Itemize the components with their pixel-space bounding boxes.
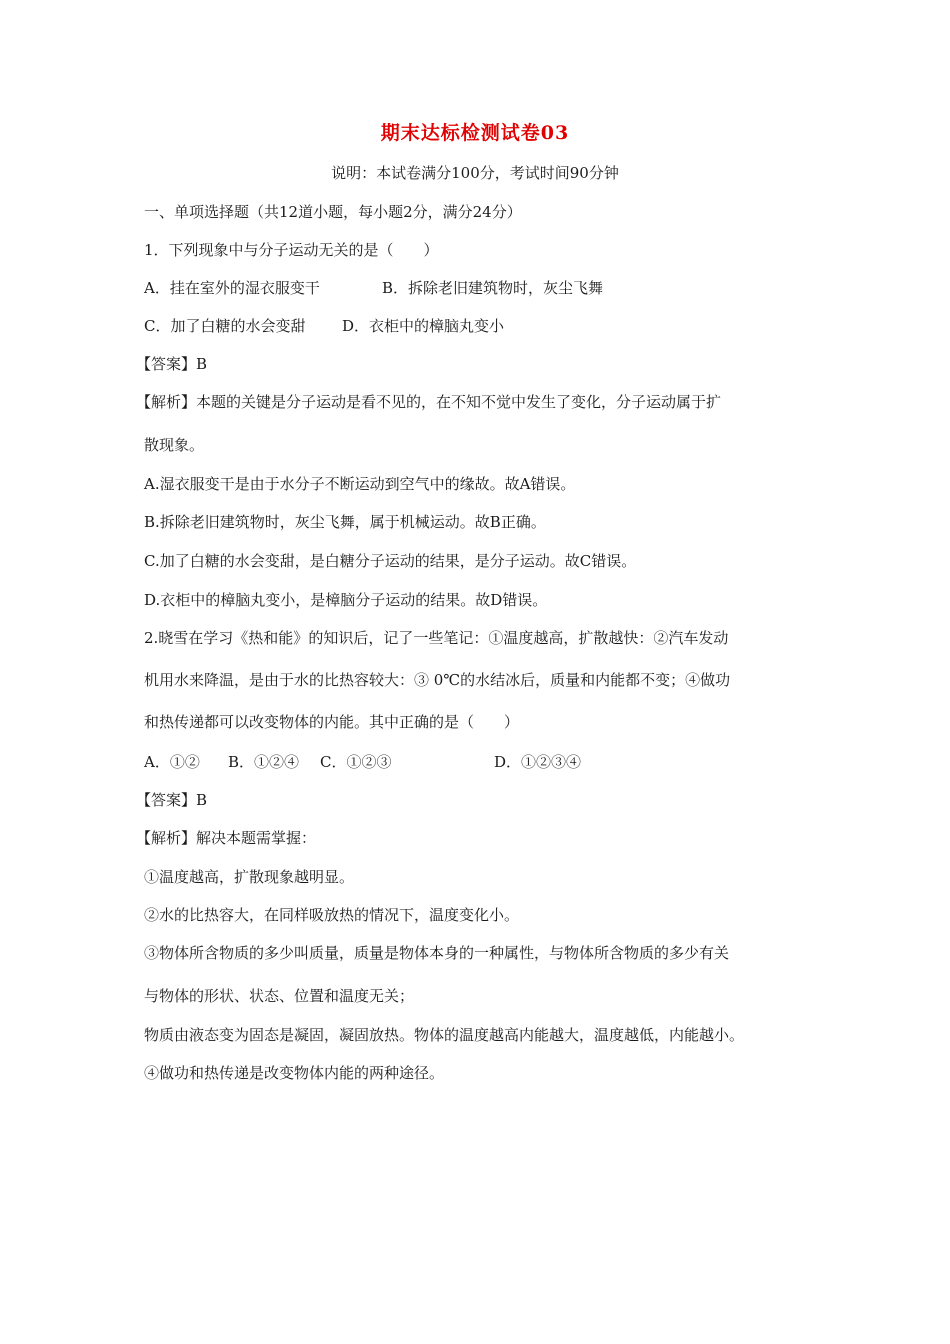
q1-options-ab: [144, 277, 814, 299]
q2-stem-line-1: 2.晓雪在学习《热和能》的知识后，记了一些笔记：①温度越高，扩散越快：②汽车发动: [144, 629, 729, 647]
q1-analysis-a: A.湿衣服变干是由于水分子不断运动到空气中的缘故。故A错误。: [144, 475, 576, 493]
q2-point-3-line-2: 与物体的形状、状态、位置和温度无关；: [144, 987, 415, 1005]
q1-option-a: A．挂在室外的湿衣服变干: [144, 279, 320, 297]
q1-answer: 【答案】B: [136, 355, 208, 373]
q1-stem: 1．下列现象中与分子运动无关的是（ ）: [144, 241, 439, 259]
q2-point-3-line-1: ③物体所含物质的多少叫质量，质量是物体本身的一种属性，与物体所含物质的多少有关: [144, 944, 730, 962]
section-heading: 一、单项选择题（共12道小题，每小题2分，满分24分）: [144, 203, 522, 221]
q1-option-d: D．衣柜中的樟脑丸变小: [342, 317, 505, 335]
q1-option-c: C．加了白糖的水会变甜: [144, 317, 306, 335]
q2-answer: 【答案】B: [136, 791, 208, 809]
q2-options: [144, 751, 814, 773]
q1-analysis-line-2: 散现象。: [144, 436, 205, 454]
q2-stem-line-3: 和热传递都可以改变物体的内能。其中正确的是（ ）: [144, 713, 520, 731]
q2-option-b: B．①②④: [228, 753, 300, 771]
q2-option-a: A．①②: [144, 753, 200, 771]
q1-options-cd: [144, 315, 814, 337]
q2-point-4: ④做功和热传递是改变物体内能的两种途径。: [144, 1064, 445, 1082]
q1-option-b: B．拆除老旧建筑物时，灰尘飞舞: [382, 279, 604, 297]
q2-point-2: ②水的比热容大，在同样吸放热的情况下，温度变化小。: [144, 906, 520, 924]
q2-option-c: C．①②③: [320, 753, 392, 771]
exam-instructions: 说明：本试卷满分100分，考试时间90分钟: [331, 164, 619, 182]
q1-analysis-b: B.拆除老旧建筑物时，灰尘飞舞，属于机械运动。故B正确。: [144, 513, 546, 531]
q2-option-d: D．①②③④: [494, 753, 582, 771]
q2-analysis-intro: 【解析】解决本题需掌握：: [136, 829, 317, 847]
q2-point-3-line-3: 物质由液态变为固态是凝固，凝固放热。物体的温度越高内能越大，温度越低，内能越小。: [144, 1026, 745, 1044]
q2-point-1: ①温度越高，扩散现象越明显。: [144, 868, 355, 886]
page-title: 期末达标检测试卷03: [380, 122, 570, 144]
q2-stem-line-2: 机用水来降温，是由于水的比热容较大：③ 0℃的水结冰后，质量和内能都不变；④做功: [144, 671, 731, 689]
q1-analysis-c: C.加了白糖的水会变甜，是白糖分子运动的结果，是分子运动。故C错误。: [144, 552, 637, 570]
q1-analysis-line-1: 【解析】本题的关键是分子运动是看不见的，在不知不觉中发生了变化，分子运动属于扩: [136, 393, 722, 411]
q1-analysis-d: D.衣柜中的樟脑丸变小，是樟脑分子运动的结果。故D错误。: [144, 591, 548, 609]
